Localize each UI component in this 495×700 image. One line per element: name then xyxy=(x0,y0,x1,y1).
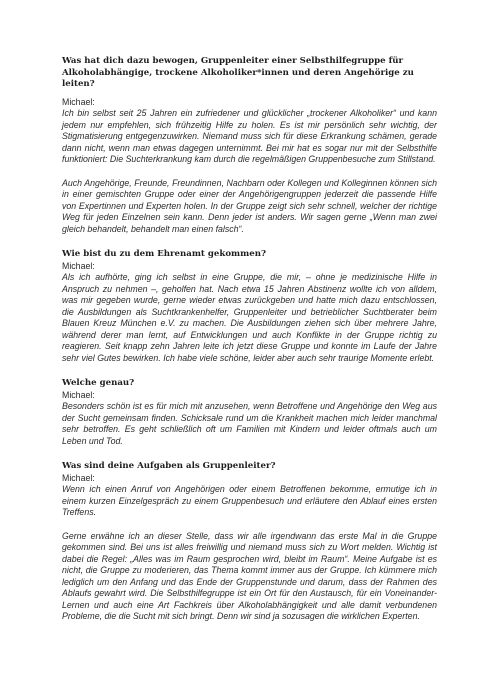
answer-paragraph: Wenn ich einen Anruf von Angehörigen oder einem Betroffenen bekomme, ermutige ich in einem kurzen Einzelgespräch zu einem Gruppenbesuch und erläutere den Ablauf eines ersten Treffens. xyxy=(62,484,437,517)
interview-section-tasks xyxy=(62,461,437,623)
answer-paragraph: Ich bin selbst seit 25 Jahren ein zufriedener und glücklicher „trockener Alkoholiker“ und kann jedem nur empfehlen, sich frühzeitig Hilfe zu holen. Es ist mir persönlich sehr wichtig, der Stigmatisierung entgegenzuwirken. Niemand muss sich für diese Erkrankung schämen, gerade dann nicht, wenn man etwas dagegen unternimmt. Bei mir hat es sogar nur mit der Selbsthilfe funktioniert: Die Suchterkrankung kam durch die regelmäßigen Gruppenbesuche zum Stillstand. xyxy=(62,108,437,164)
interview-section-volunteering xyxy=(62,249,437,364)
speaker-label: Michael: xyxy=(62,96,95,107)
question-heading: Was sind deine Aufgaben als Gruppenleiter? xyxy=(62,461,276,471)
speaker-label: Michael: xyxy=(62,389,95,400)
speaker-label: Michael: xyxy=(62,472,95,483)
interview-section-which-exactly xyxy=(62,378,437,447)
answer-paragraph: Auch Angehörige, Freunde, Freundinnen, Nachbarn oder Kollegen und Kolleginnen können sich in einer gemischten Gruppe oder einer der Angehörigengruppen jederzeit die passende Hilfe von Expertinnen und Experten holen. In der Gruppe zeigt sich sehr schnell, welcher der richtige Weg für jeden Einzelnen sein kann. Denn jeder ist anders. Wir sagen gerne „Wenn man zwei gleich behandelt, behandelt man einen falsch“. xyxy=(62,177,437,234)
question-heading: Welche genau? xyxy=(62,378,135,388)
question-heading: Wie bist du zu dem Ehrenamt gekommen? xyxy=(62,249,266,259)
answer-paragraph: Gerne erwähne ich an dieser Stelle, dass wir alle irgendwann das erste Mal in die Gruppe gekommen sind. Bei uns ist alles freiwillig und niemand muss sich zu Wort melden. Wichtig ist dabei die Regel: „Alles was im Raum gesprochen wird, bleibt im Raum“. Meine Aufgabe ist es nicht, die Gruppe zu moderieren, das Thema kommt immer aus der Gruppe. Ich kümmere mich lediglich um den Anfang und das Ende der Gruppenstunde und darum, dass der Rahmen des Ablaufs gewahrt wird. Die Selbsthilfegruppe ist ein Ort für den Austausch, für ein Voneinander-Lernen und auch eine Art Fachkreis über Alkoholabhängigkeit und alle damit verbundenen Probleme, die die Sucht mit sich bringt. Denn wir sind ja sozusagen die wirklichen Experten. xyxy=(62,530,437,621)
interview-section-motivation xyxy=(62,56,437,235)
answer-paragraph: Besonders schön ist es für mich mit anzusehen, wenn Betroffene und Angehörige den Weg aus der Sucht gemeinsam finden. Schicksale rund um die Krankheit machen mich leider manchmal sehr betroffen. Es geht schließlich oft um Familien mit Kindern und leider oftmals auch um Leben und Tod. xyxy=(62,401,437,446)
speaker-label: Michael: xyxy=(62,260,95,271)
question-heading: Was hat dich dazu bewogen, Gruppenleiter einer Selbsthilfegruppe für Alkoholabhängige, trockene Alkoholiker*innen und deren Angehörige zu leiten? xyxy=(62,56,414,89)
answer-paragraph: Als ich aufhörte, ging ich selbst in eine Gruppe, die mir, – ohne je medizinische Hilfe in Anspruch zu nehmen –, geholfen hat. Nach etwa 15 Jahren Abstinenz wollte ich von alldem, was mir gegeben wurde, gerne wieder etwas zurückgeben und hatte mich dazu entschlossen, die Ausbildungen als Suchtkrankenhelfer, Gruppenleiter und betrieblicher Suchtberater beim Blauen Kreuz München e.V. zu machen. Die Ausbildungen ziehen sich über mehrere Jahre, während derer man lernt, auf Entwicklungen und auch Konflikte in der Gruppe richtig zu reagieren. Seit knapp zehn Jahren leite ich jetzt diese Gruppe und konnte im Laufe der Jahre sehr viel Gutes bewirken. Ich habe viele schöne, leider aber auch sehr traurige Momente erlebt. xyxy=(62,272,437,363)
